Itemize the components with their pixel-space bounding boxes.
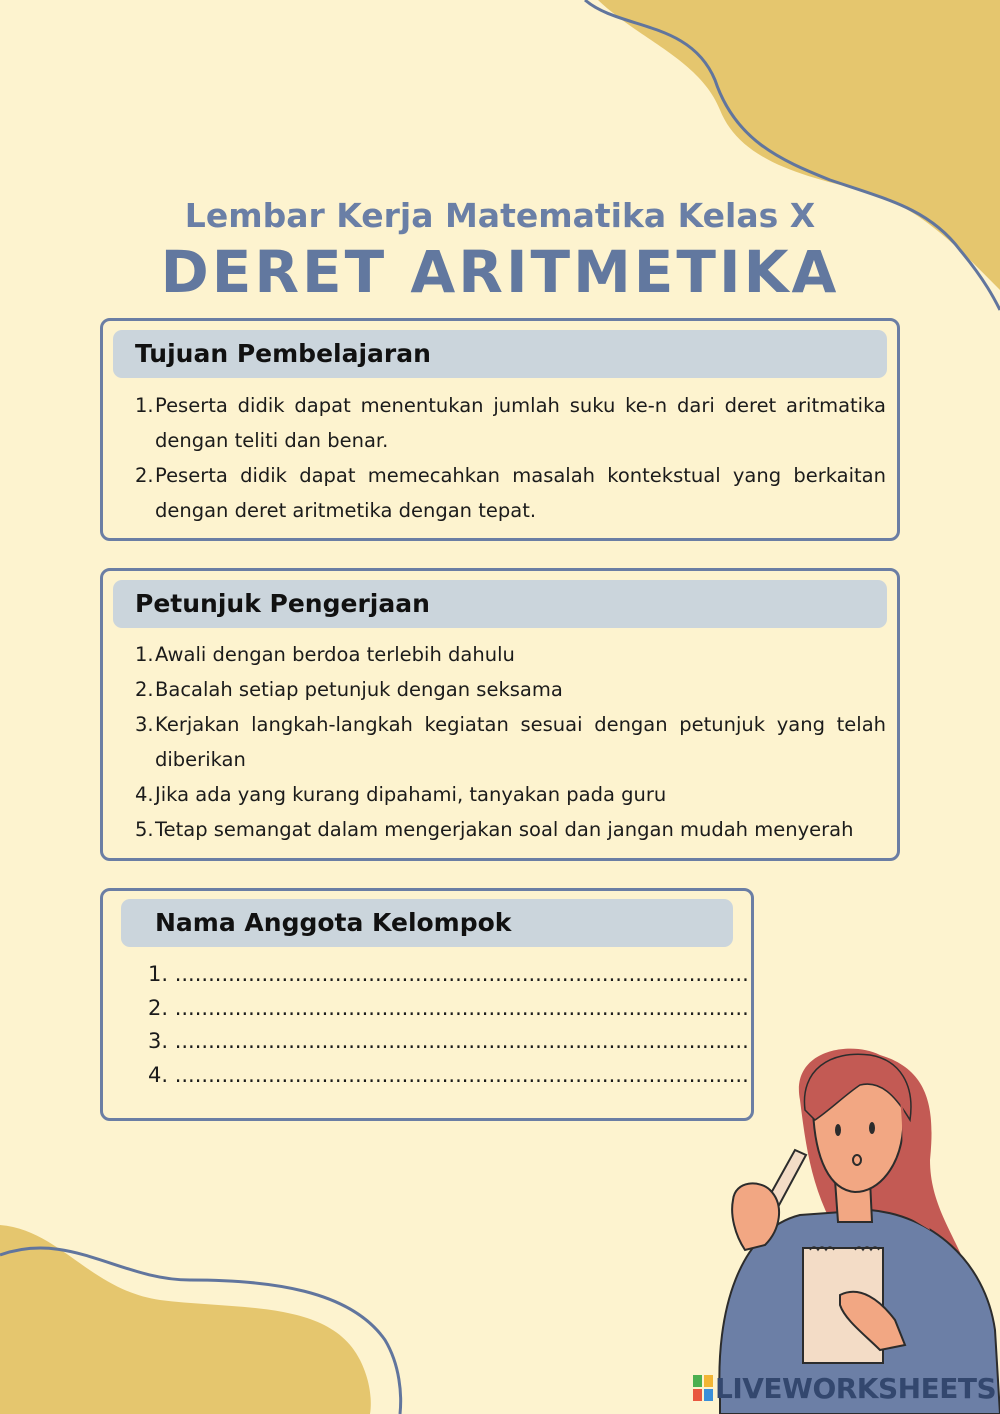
bottom-left-blob — [0, 1225, 371, 1414]
item-text: Tetap semangat dalam mengerjakan soal dan jangan mudah menyerah — [155, 818, 854, 841]
liveworksheets-logo — [693, 1372, 996, 1405]
worksheet-title: DERET ARITMETIKA — [160, 238, 840, 306]
list-item — [135, 672, 886, 707]
item-number: 5. — [135, 818, 154, 841]
item-text: Jika ada yang kurang dipahami, tanyakan pada guru — [155, 783, 667, 806]
item-number: 1. — [135, 643, 154, 666]
item-number: 2. — [135, 678, 154, 701]
list-item — [135, 812, 886, 847]
instructions-list — [135, 637, 886, 847]
instructions-heading: Petunjuk Pengerjaan — [113, 580, 887, 628]
item-text: Awali dengan berdoa terlebih dahulu — [155, 643, 515, 666]
learning-objectives-heading: Tujuan Pembelajaran — [113, 330, 887, 378]
liveworksheets-icon — [693, 1375, 713, 1401]
list-item — [135, 388, 886, 458]
learning-objectives-list — [135, 388, 886, 528]
item-text: Bacalah setiap petunjuk dengan seksama — [155, 678, 563, 701]
item-text: Peserta didik dapat memecahkan masalah kontekstual yang berkaitan dengan deret aritmetika dengan tepat. — [155, 464, 886, 522]
brand-text: LIVEWORKSHEETS — [715, 1372, 997, 1405]
member-line-4[interactable]: 4. ...................................................................................... — [148, 1062, 749, 1087]
member-line-3[interactable]: 3. ...................................................................................... — [148, 1029, 749, 1053]
item-number: 4. — [135, 783, 154, 806]
list-item — [135, 777, 886, 812]
item-number: 1. — [135, 394, 154, 417]
item-text: Kerjakan langkah-langkah kegiatan sesuai dengan petunjuk yang telah diberikan — [155, 713, 886, 771]
item-number: 3. — [135, 713, 154, 736]
group-members-list — [148, 958, 749, 1092]
item-text: Peserta didik dapat menentukan jumlah suku ke-n dari deret aritmatika dengan teliti dan benar. — [155, 394, 886, 452]
member-line-2[interactable]: 2. ...................................................................................... — [148, 995, 749, 1020]
item-number: 2. — [135, 464, 154, 487]
list-item — [135, 707, 886, 777]
member-line-1[interactable]: 1. ...................................................................................... — [148, 962, 749, 986]
list-item — [135, 637, 886, 672]
worksheet-subtitle: Lembar Kerja Matematika Kelas X — [184, 196, 816, 235]
student-illustration — [719, 1049, 1000, 1414]
list-item — [135, 458, 886, 528]
group-members-heading: Nama Anggota Kelompok — [121, 899, 733, 947]
